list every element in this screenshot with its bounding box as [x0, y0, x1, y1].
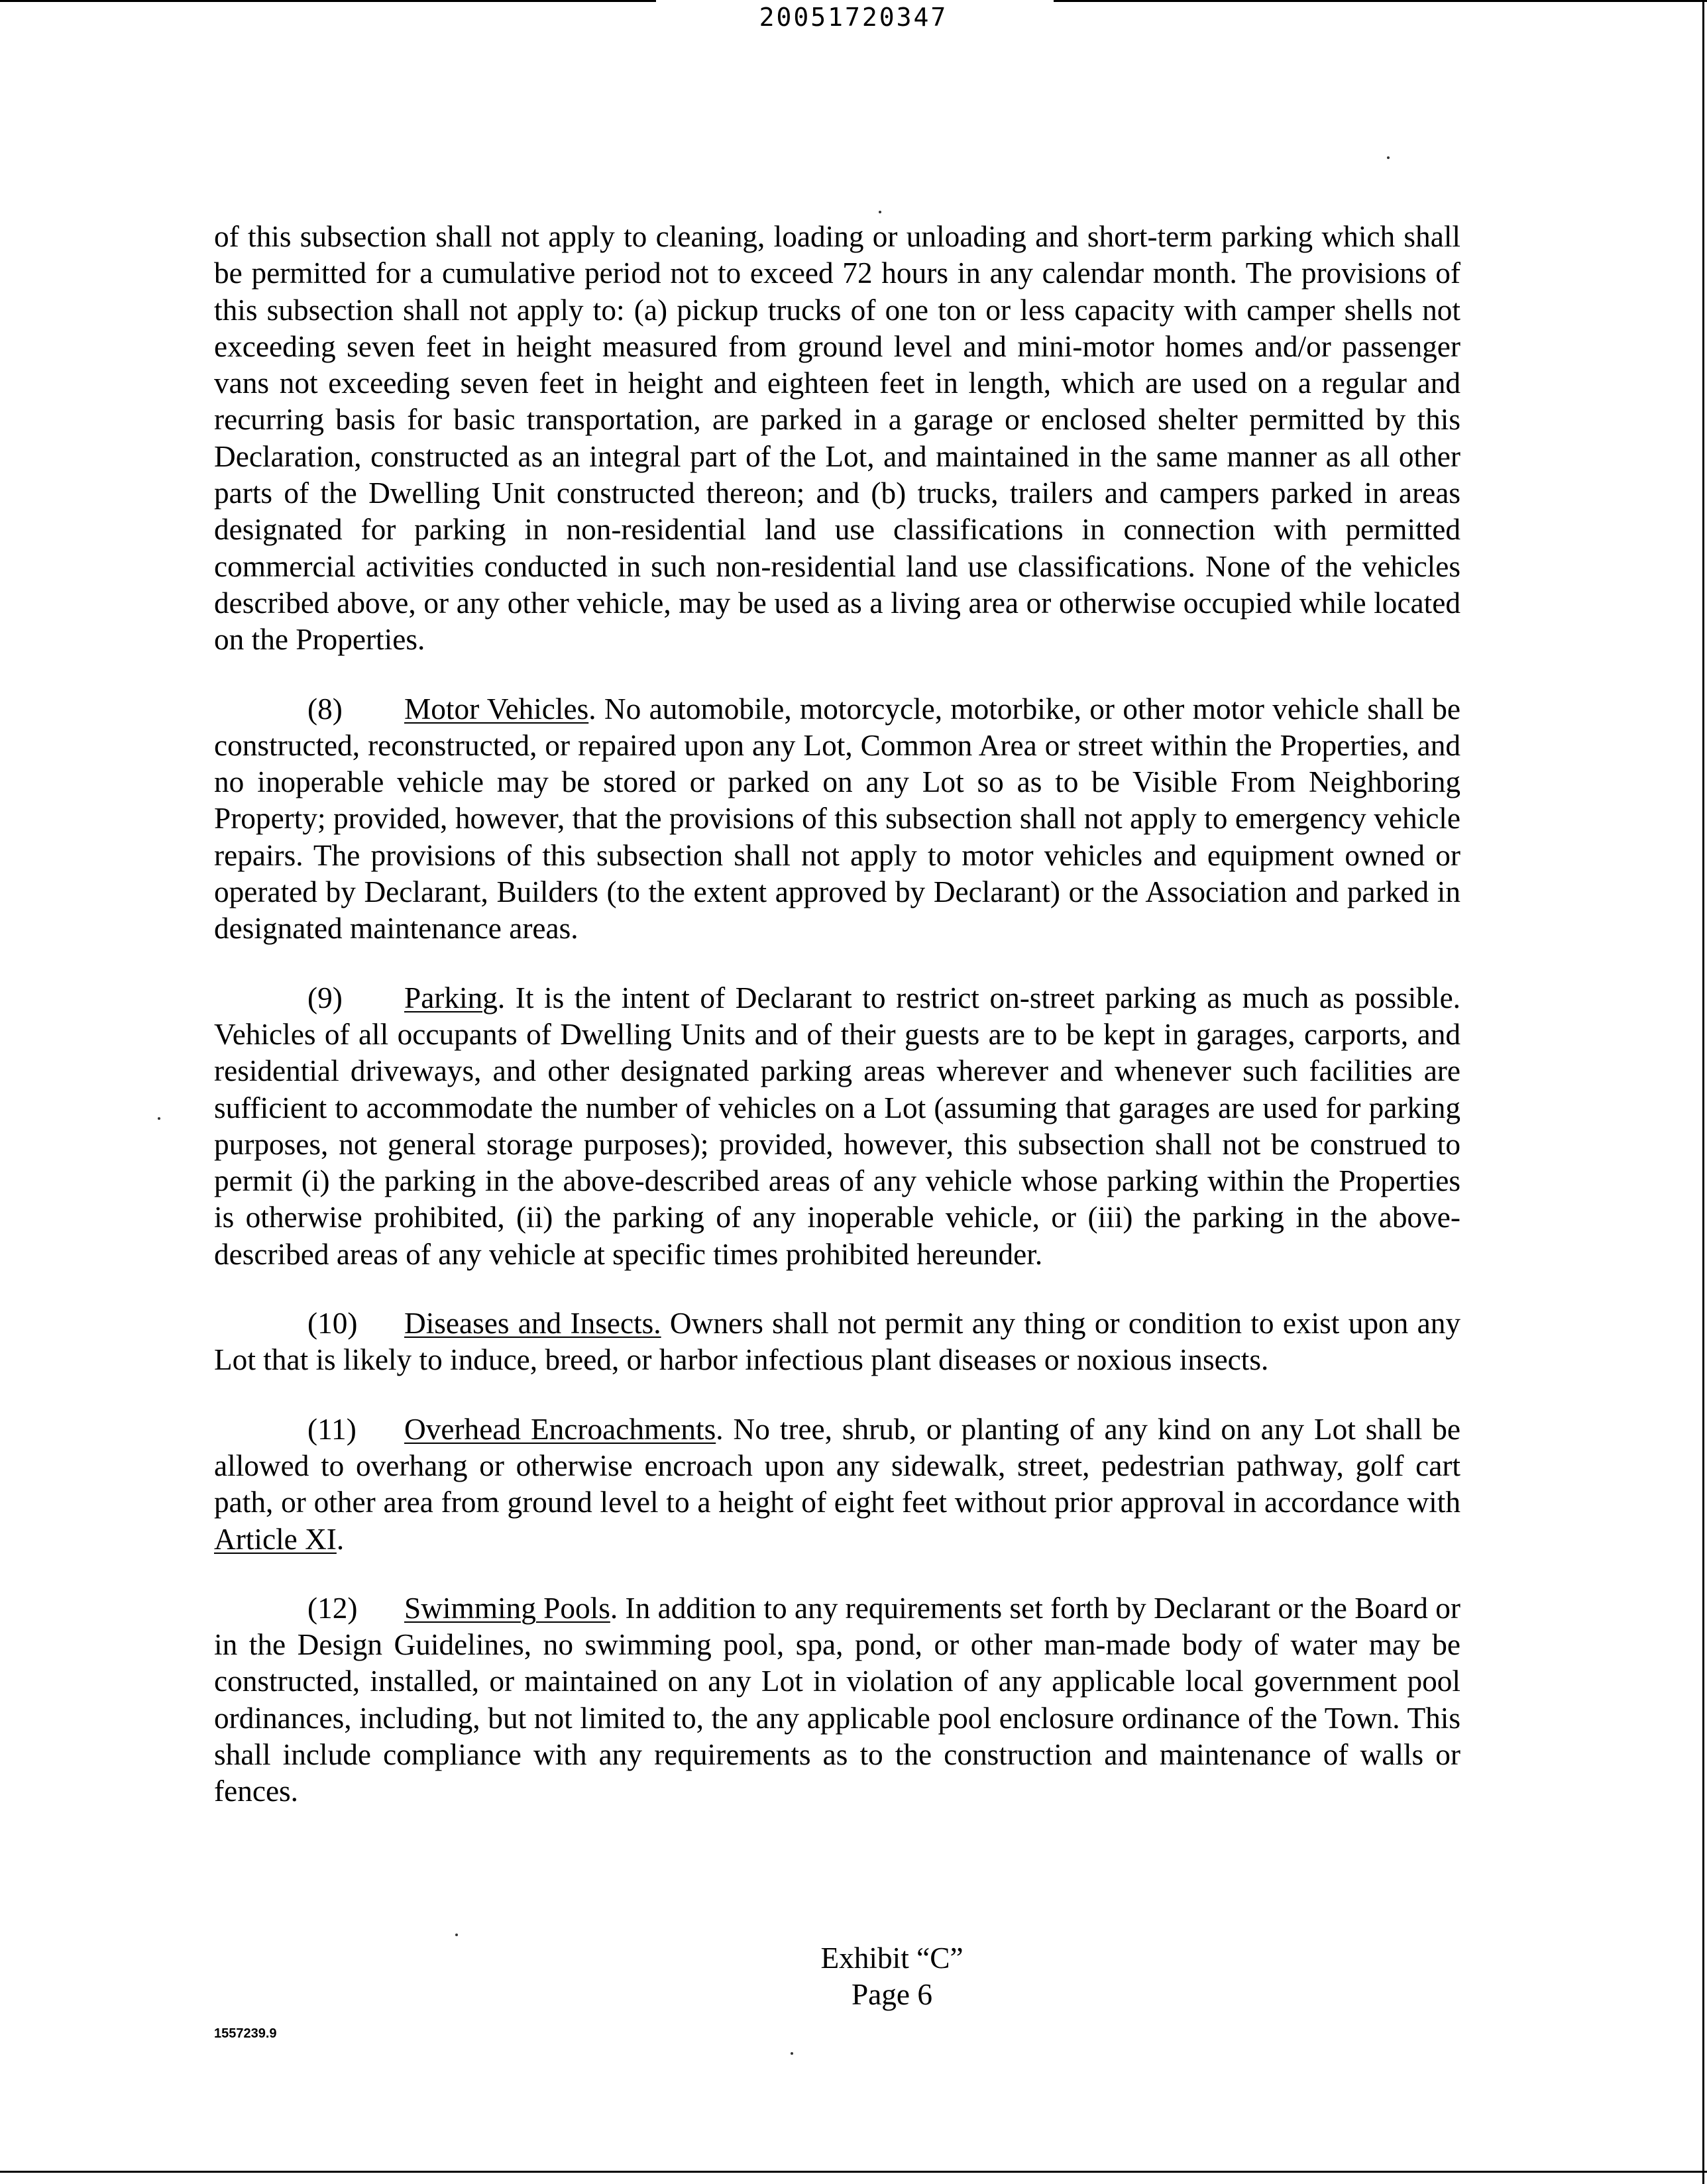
section-heading: Swimming Pools: [404, 1591, 610, 1625]
top-rule-left: [0, 0, 656, 2]
section-number: (12): [307, 1591, 358, 1625]
scan-speck: [879, 211, 881, 213]
paragraph-text: . It is the intent of Declarant to restrict on-street parking as much as possible. Vehicles of all occupants of Dwelling Units and of their guests are to be kept in garages, carports, and residential driveways, and other designated parking areas wherever and whenever such facilities are sufficient to accommodate the number of vehicles on a Lot (assuming that garages are used for parking purposes, not general storage purposes); provided, however, this subsection shall not be construed to permit (i) the parking in the above-described areas of any vehicle whose parking within the Properties is otherwise prohibited, (ii) the parking of any inoperable vehicle, or (iii) the parking in the above-described areas of any vehicle at specific times prohibited hereunder.: [214, 981, 1460, 1271]
paragraph-text: . In addition to any requirements set forth by Declarant or the Board or in the Design Guidelines, no swimming pool, spa, pond, or other man-made body of water may be constructed, installed, or maintained on any Lot in violation of any applicable local government pool ordinances, including, but not limited to, the any applicable pool enclosure ordinance of the Town. This shall include compliance with any requirements as to the construction and maintenance of walls or fences.: [214, 1591, 1460, 1808]
scan-speck: [455, 1934, 458, 1936]
section-heading: Overhead Encroachments: [404, 1412, 716, 1446]
paragraph-text: . No tree, shrub, or planting of any kind on any Lot shall be allowed to overhang or otherwise encroach upon any sidewalk, street, pedestrian pathway, golf cart path, or other area from ground level to a height of eight feet without prior approval in accordance with: [214, 1412, 1461, 1519]
paragraph-continuation: [214, 219, 1460, 659]
document-id: 20051720347: [759, 3, 948, 32]
section-number: (8): [307, 692, 343, 726]
paragraph-text: . No automobile, motorcycle, motorbike, or other motor vehicle shall be constructed, reconstructed, or repaired upon any Lot, Common Area or street within the Properties, and no inoperable vehicle may be stored or parked on any Lot so as to be Visible From Neighboring Property; provided, however, that the provisions of this subsection shall not apply to emergency vehicle repairs. The provisions of this subsection shall not apply to motor vehicles and equipment owned or operated by Declarant, Builders (to the extent approved by Declarant) or the Association and parked in designated maintenance areas.: [214, 692, 1461, 946]
section-number: (11): [307, 1412, 357, 1446]
paragraph-text: Owners shall not permit any thing or condition to exist upon any Lot that is likely to induce, breed, or harbor infectious plant diseases or noxious insects.: [214, 1307, 1460, 1377]
bottom-rule: [0, 2171, 1707, 2173]
right-edge-rule: [1702, 0, 1704, 2184]
article-reference: Article XI: [214, 1522, 337, 1556]
section-heading: Parking: [404, 981, 498, 1014]
page-footer: [0, 1940, 1707, 2013]
page-number: Page 6: [851, 1978, 933, 2011]
document-body: [214, 219, 1460, 1810]
section-number: (9): [307, 981, 343, 1014]
paragraph-motor-vehicles: [214, 691, 1460, 948]
paragraph-text: of this subsection shall not apply to cleaning, loading or unloading and short-term parking which shall be permitted for a cumulative period not to exceed 72 hours in any calendar month. The provisions of this subsection shall not apply to: (a) pickup trucks of one ton or less capacity with camper shells not exceeding seven feet in height measured from ground level and mini-motor homes and/or passenger vans not exceeding seven feet in height and eighteen feet in length, which are used on a regular and recurring basis for basic transportation, are parked in a garage or enclosed shelter permitted by this Declaration, constructed as an integral part of the Lot, and maintained in the same manner as all other parts of the Dwelling Unit constructed thereon; and (b) trucks, trailers and campers parked in areas designated for parking in non-residential land use classifications in connection with permitted commercial activities conducted in such non-residential land use classifications. None of the vehicles described above, or any other vehicle, may be used as a living area or otherwise occupied while located on the Properties.: [214, 220, 1460, 657]
section-heading: Diseases and Insects.: [404, 1307, 661, 1340]
paragraph-parking: [214, 980, 1460, 1273]
scan-speck: [158, 1117, 160, 1120]
paragraph-swimming-pools: [214, 1590, 1460, 1810]
top-rule-right: [1054, 0, 1707, 2]
paragraph-diseases-insects: [214, 1305, 1460, 1379]
document-reference-code: 1557239.9: [214, 2026, 277, 2041]
scan-speck: [1387, 156, 1390, 159]
scan-speck: [791, 2052, 793, 2055]
paragraph-overhead-encroachments: [214, 1411, 1460, 1558]
section-number: (10): [307, 1307, 358, 1340]
exhibit-label: Exhibit “C”: [820, 1941, 964, 1975]
paragraph-tail: .: [336, 1522, 345, 1556]
section-heading: Motor Vehicles: [404, 692, 589, 726]
